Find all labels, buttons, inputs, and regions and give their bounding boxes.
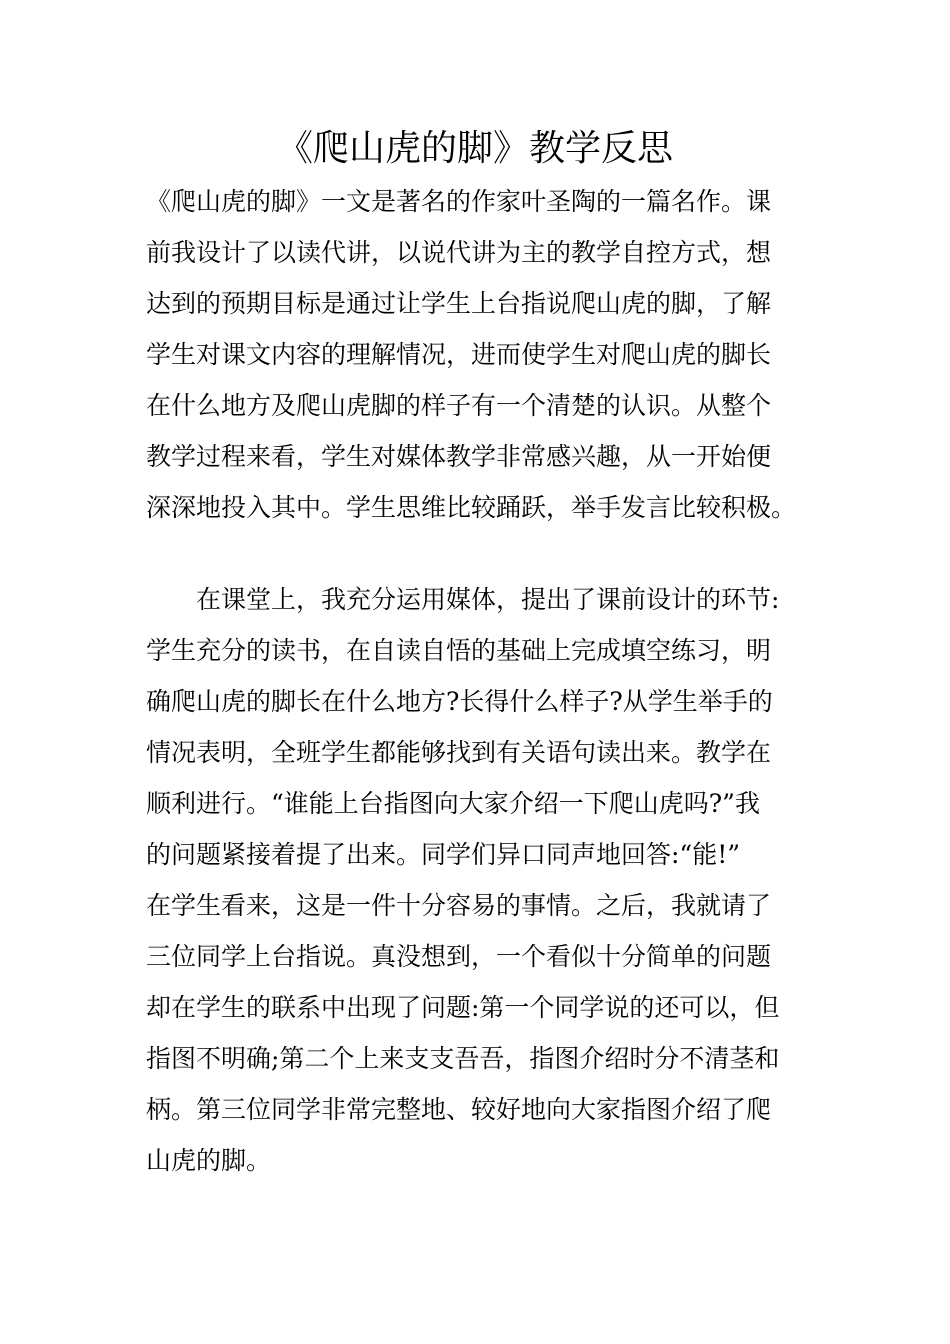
text-line: 前我设计了以读代讲，以说代讲为主的教学自控方式，想 bbox=[146, 238, 772, 267]
text-line: 确爬山虎的脚长在什么地方?长得什么样子?从学生举手的 bbox=[146, 687, 773, 716]
text-line: 在学生看来，这是一件十分容易的事情。之后，我就请了 bbox=[146, 891, 772, 920]
paragraph-1 bbox=[146, 176, 816, 533]
text-line: 教学过程来看，学生对媒体教学非常感兴趣，从一开始便 bbox=[146, 442, 772, 471]
text-line: 学生对课文内容的理解情况，进而使学生对爬山虎的脚长 bbox=[146, 340, 772, 369]
text-line: 山虎的脚。 bbox=[146, 1146, 272, 1175]
text-line: 柄。第三位同学非常完整地、较好地向大家指图介绍了爬 bbox=[146, 1095, 772, 1124]
document-title: 《爬山虎的脚》教学反思 bbox=[276, 128, 673, 169]
text-line: 《爬山虎的脚》一文是著名的作家叶圣陶的一篇名作。课 bbox=[146, 187, 772, 216]
text-line: 顺利进行。“谁能上台指图向大家介绍一下爬山虎吗?”我 bbox=[146, 789, 760, 818]
text-line: 却在学生的联系中出现了问题:第一个同学说的还可以，但 bbox=[146, 993, 780, 1022]
text-line: 达到的预期目标是通过让学生上台指说爬山虎的脚，了解 bbox=[146, 289, 772, 318]
text-line: 在什么地方及爬山虎脚的样子有一个清楚的认识。从整个 bbox=[146, 391, 772, 420]
text-line: 的问题紧接着提了出来。同学们异口同声地回答:“能!” bbox=[146, 840, 741, 869]
text-line: 三位同学上台指说。真没想到，一个看似十分简单的问题 bbox=[146, 942, 772, 971]
text-line: 深深地投入其中。学生思维比较踊跃，举手发言比较积极。 bbox=[146, 493, 797, 522]
text-line: 情况表明，全班学生都能够找到有关语句读出来。教学在 bbox=[146, 738, 772, 767]
text-line: 学生充分的读书，在自读自悟的基础上完成填空练习，明 bbox=[146, 636, 772, 665]
text-line: 在课堂上，我充分运用媒体，提出了课前设计的环节: bbox=[146, 585, 780, 614]
paragraph-2 bbox=[146, 574, 816, 1186]
text-line: 指图不明确;第二个上来支支吾吾，指图介绍时分不清茎和 bbox=[146, 1044, 780, 1073]
